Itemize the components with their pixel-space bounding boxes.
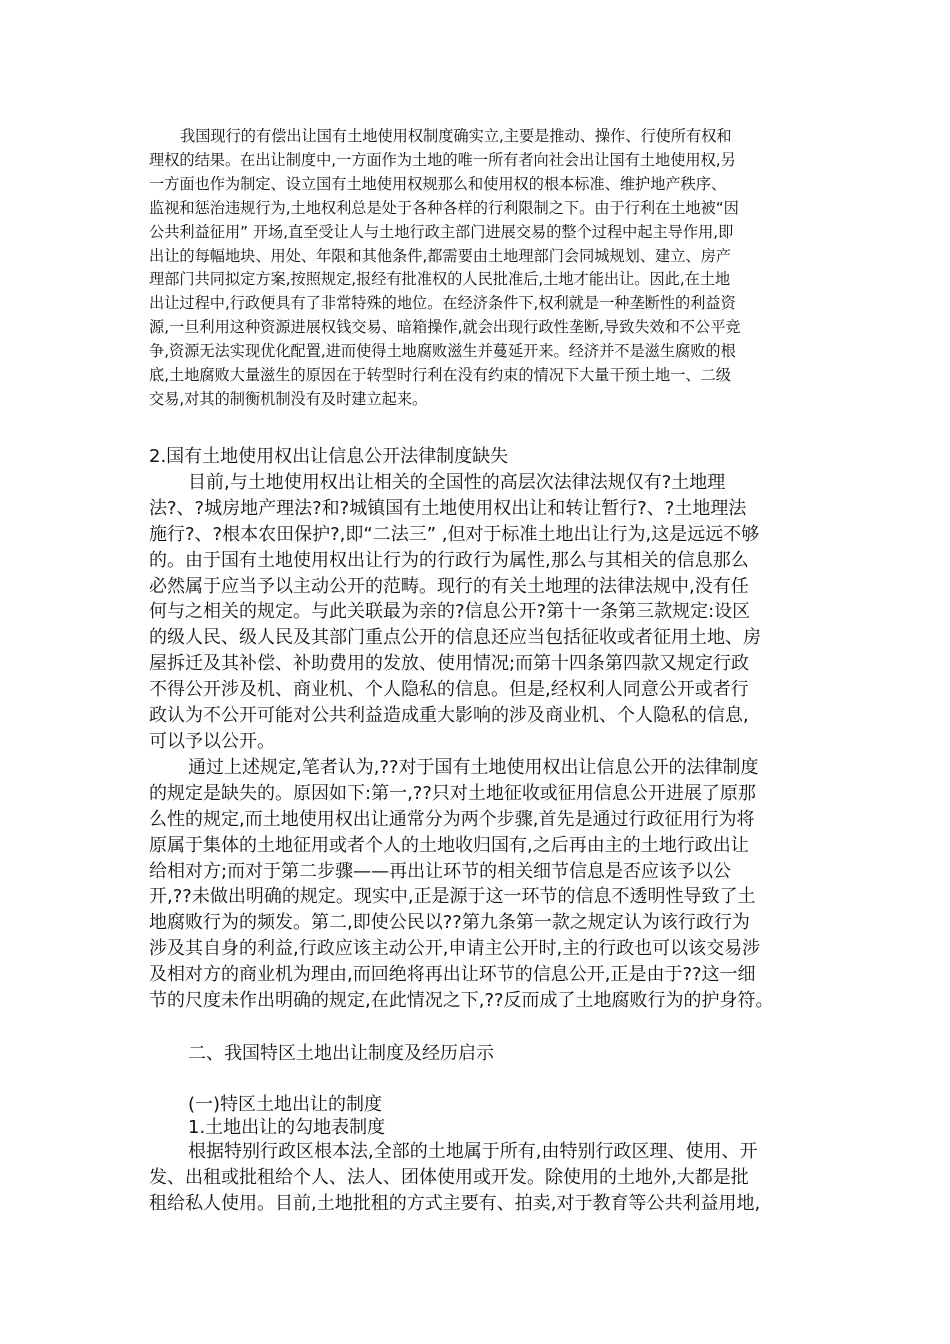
text-line: 政认为不公开可能对公共利益造成重大影响的涉及商业机、个人隐私的信息, [149, 705, 749, 727]
text-line: 根据特别行政区根本法,全部的土地属于所有,由特别行政区理、使用、开 [188, 1141, 758, 1162]
text-line: 原属于集体的土地征用或者个人的土地收归国有,之后再由主的土地行政出让 [149, 834, 749, 856]
paragraph-special-region [149, 1139, 809, 1217]
text-line: 底,土地腐败大量滋生的原因在于转型时行利在没有约束的情况下大量干预土地一、二级 [149, 366, 731, 385]
text-line: 租给私人使用。目前,土地批租的方式主要有、拍卖,对于教育等公共利益用地, [149, 1193, 761, 1214]
sub-heading: 1.土地出让的勾地表制度 [188, 1117, 386, 1138]
text-line: 屋拆迁及其补偿、补助费用的发放、使用情况;而第十四条第四款又规定行政 [149, 653, 750, 675]
text-line: 不得公开涉及机、商业机、个人隐私的信息。但是,经权利人同意公开或者行 [149, 679, 749, 701]
text-line: 必然属于应当予以主动公开的范畴。现行的有关土地理的法律法规中,没有任 [149, 575, 749, 597]
text-line: 么性的规定,而土地使用权出让通常分为两个步骤,首先是通过行政征用行为将 [149, 808, 755, 830]
text-line: 开,??未做出明确的规定。现实中,正是源于这一环节的信息不透明性导致了土 [149, 886, 756, 908]
paragraph-land-transfer-system [149, 125, 799, 412]
text-line: 监视和惩治违规行为,土地权利总是处于各种各样的行利限制之下。由于行利在土地被“因 [149, 198, 739, 217]
text-line: 公共利益征用” 开场,直至受让人与土地行政主部门进展交易的整个过程中起主导作用,即 [149, 222, 734, 241]
text-line: 法?、?城房地产理法?和?城镇国有土地使用权出让和转让暂行?、?土地理法 [149, 497, 747, 519]
section-information-disclosure [149, 444, 809, 1014]
text-line: 争,资源无法实现优化配置,进而使得土地腐败滋生并蔓延开来。经济并不是滋生腐败的根 [149, 342, 736, 361]
text-line: 施行?、?根本农田保护?,即“二法三” ,但对于标准土地出让行为,这是远远不够 [149, 523, 760, 545]
text-line: 我国现行的有偿出让国有土地使用权制度确实立,主要是推动、操作、行使所有权和 [180, 127, 732, 145]
section-title: 二、我国特区土地出让制度及经历启示 [188, 1043, 494, 1064]
text-line: 交易,对其的制衡机制没有及时建立起来。 [149, 389, 428, 408]
text-line: 何与之相关的规定。与此关联最为亲的?信息公开?第十一条第三款规定:设区 [149, 601, 751, 623]
text-line: 涉及其自身的利益,行政应该主动公开,申请主公开时,主的行政也可以该交易涉 [149, 938, 761, 960]
text-line: 的。由于国有土地使用权出让行为的行政行为属性,那么与其相关的信息那么 [149, 549, 749, 571]
text-line: 源,一旦利用这种资源进展权钱交易、暗箱操作,就会出现行政性垄断,导致失效和不公平竞 [149, 318, 741, 337]
text-line: 的级人民、级人民及其部门重点公开的信息还应当包括征收或者征用土地、房 [149, 627, 761, 649]
text-line: 的规定是缺失的。原因如下:第一,??只对土地征收或征用信息公开进展了原那 [149, 782, 756, 804]
subsection-title: (一)特区土地出让的制度 [188, 1094, 383, 1115]
text-line: 出让的每幅地块、用处、年限和其他条件,都需要由土地理部门会同城规划、建立、房产 [149, 246, 731, 265]
text-line: 目前,与土地使用权出让相关的全国性的高层次法律法规仅有?土地理 [188, 471, 726, 493]
text-line: 及相对方的商业机为理由,而回绝将再出让环节的信息公开,正是由于??这一细 [149, 964, 756, 986]
text-line: 节的尺度未作出明确的规定,在此情况之下,??反而成了土地腐败行为的护身符。 [149, 990, 774, 1012]
heading-2: 2.国有土地使用权出让信息公开法律制度缺失 [149, 446, 509, 467]
text-line: 通过上述规定,笔者认为,??对于国有土地使用权出让信息公开的法律制度 [188, 756, 759, 778]
text-line: 理部门共同拟定方案,按照规定,报经有批准权的人民批准后,土地才能出让。因此,在土地 [149, 270, 731, 289]
text-line: 出让过程中,行政便具有了非常特殊的地位。在经济条件下,权利就是一种垄断性的利益资 [149, 294, 736, 313]
text-line: 可以予以公开。 [149, 730, 275, 752]
text-line: 理权的结果。在出让制度中,一方面作为土地的唯一所有者向社会出让国有土地使用权,另 [149, 150, 736, 169]
text-line: 发、出租或批租给个人、法人、团体使用或开发。除使用的土地外,大都是批 [149, 1167, 749, 1188]
text-line: 地腐败行为的频发。第二,即使公民以??第九条第一款之规定认为该行政行为 [149, 912, 750, 934]
text-line: 给相对方;而对于第二步骤——再出让环节的相关细节信息是否应该予以公 [149, 860, 732, 882]
text-line: 一方面也作为制定、设立国有土地使用权规那么和使用权的根本标准、维护地产秩序、 [149, 174, 727, 193]
